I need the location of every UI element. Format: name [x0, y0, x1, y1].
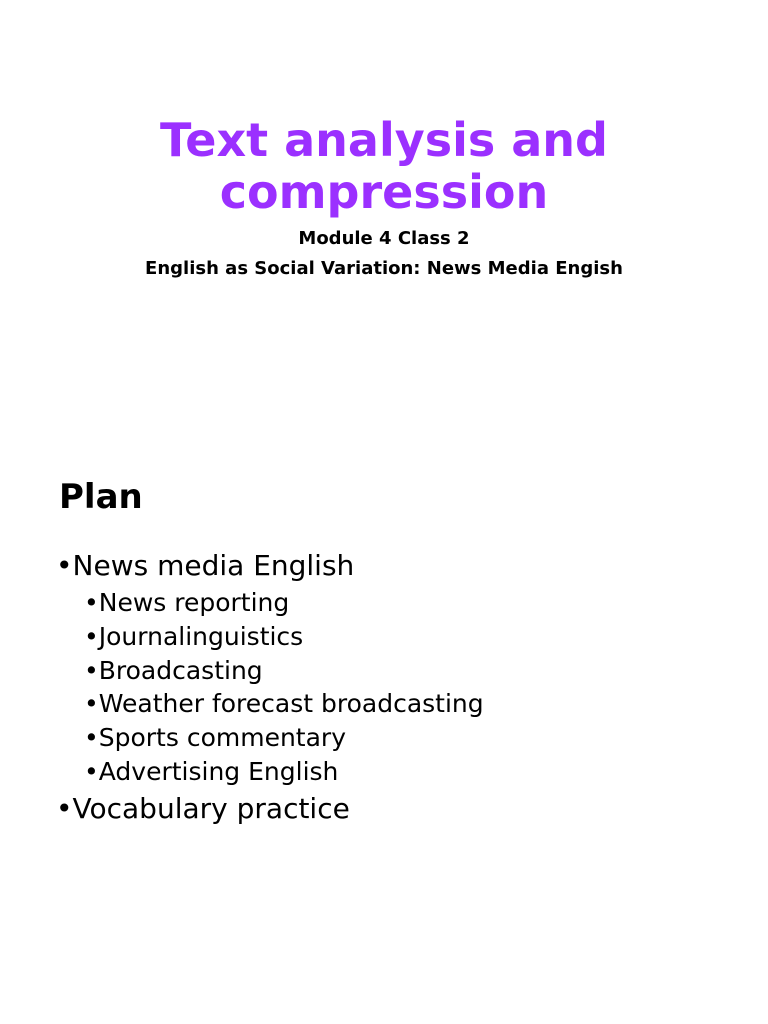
bullet-dot: • [84, 689, 99, 719]
sub-bullet-label: Advertising English [98, 756, 339, 786]
sub-bullet-journalinguistics [84, 620, 484, 654]
sub-bullet-label: Broadcasting [98, 655, 263, 685]
sub-bullet-sports-commentary [84, 721, 484, 755]
bullet-label: Vocabulary practice [72, 791, 350, 825]
bullet-news-media-english [56, 546, 484, 789]
bullet-label: News media English [72, 549, 355, 582]
title-line-1: Text analysis and [160, 113, 608, 167]
plan-heading: Plan [59, 477, 143, 517]
plan-bullet-list [56, 546, 484, 829]
sub-bullet-label: Weather forecast broadcasting [98, 689, 484, 719]
subtitle-topic: English as Social Variation: News Media Engish [145, 258, 623, 279]
title-line-2: compression [219, 165, 549, 219]
plan-slide [0, 460, 768, 1024]
bullet-dot: • [84, 655, 99, 685]
bullet-dot: • [84, 588, 99, 617]
slide-title [0, 114, 768, 218]
bullet-dot: • [56, 791, 73, 825]
bullet-dot: • [56, 549, 73, 582]
bullet-dot: • [84, 756, 99, 786]
sub-bullet-advertising-english [84, 755, 484, 789]
subtitle-module: Module 4 Class 2 [298, 228, 470, 249]
sub-bullet-list [56, 586, 484, 789]
sub-bullet-news-reporting [84, 586, 484, 620]
title-slide [0, 0, 768, 440]
sub-bullet-broadcasting [84, 654, 484, 688]
bullet-vocabulary-practice [56, 789, 484, 829]
sub-bullet-label: Journalinguistics [98, 621, 304, 651]
sub-bullet-weather-forecast [84, 687, 484, 721]
bullet-dot: • [84, 723, 99, 753]
bullet-dot: • [84, 621, 99, 651]
sub-bullet-label: Sports commentary [98, 723, 347, 753]
sub-bullet-label: News reporting [98, 588, 290, 617]
